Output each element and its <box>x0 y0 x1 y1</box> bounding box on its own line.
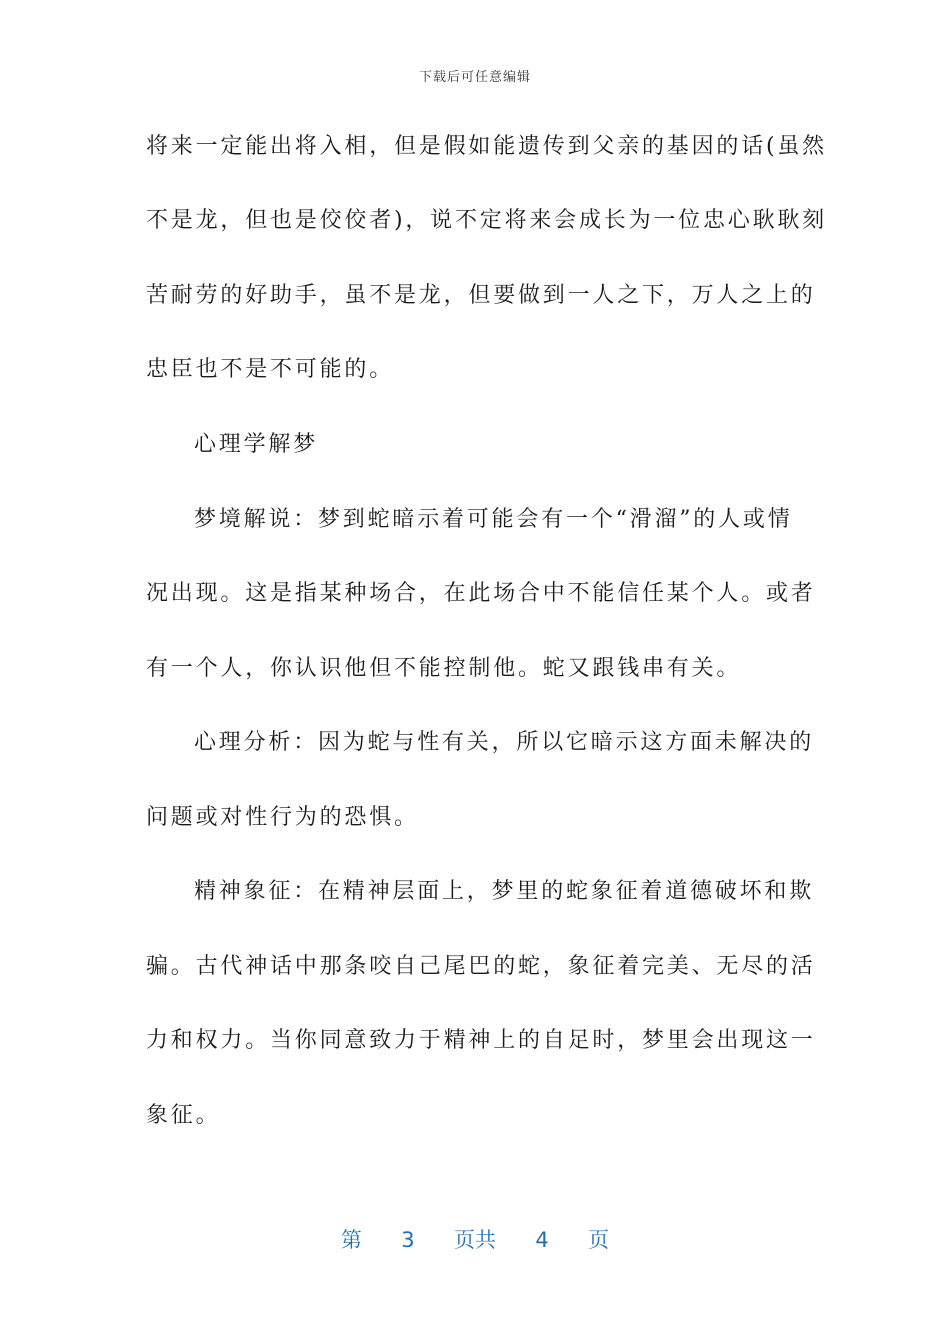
paragraph-line: 有一个人，你认识他但不能控制他。蛇又跟钱串有关。 <box>146 656 742 681</box>
footer-suffix: 页 <box>588 1228 610 1252</box>
page-header: 下载后可任意编辑 <box>418 70 531 85</box>
page-number-footer <box>0 1224 950 1254</box>
total-pages-number: 4 <box>535 1228 549 1252</box>
paragraph-line: 问题或对性行为的恐惧。 <box>146 805 419 830</box>
paragraph-line: 忠臣也不是不可能的。 <box>146 357 395 382</box>
paragraph-line: 不是龙，但也是佼佼者)，说不定将来会成长为一位忠心耿耿刻 <box>146 208 827 233</box>
paragraph-line: 骗。古代神话中那条咬自己尾巴的蛇，象征着完美、无尽的活 <box>146 954 816 979</box>
footer-middle: 页共 <box>454 1228 496 1252</box>
paragraph-line: 苦耐劳的好助手，虽不是龙，但要做到一人之下，万人之上的 <box>146 283 816 308</box>
footer-prefix: 第 <box>340 1228 362 1252</box>
paragraph-line: 梦境解说：梦到蛇暗示着可能会有一个“滑溜”的人或情 <box>194 507 793 532</box>
section-heading: 心理学解梦 <box>194 432 319 457</box>
current-page-number: 3 <box>401 1228 415 1252</box>
paragraph-line: 力和权力。当你同意致力于精神上的自足时，梦里会出现这一 <box>146 1028 816 1053</box>
paragraph-line: 况出现。这是指某种场合，在此场合中不能信任某个人。或者 <box>146 581 816 606</box>
paragraph-line: 精神象征：在精神层面上，梦里的蛇象征着道德破坏和欺 <box>194 879 815 904</box>
paragraph-line: 将来一定能出将入相，但是假如能遗传到父亲的基因的话(虽然 <box>146 134 827 159</box>
paragraph-line: 象征。 <box>146 1103 221 1128</box>
paragraph-line: 心理分析：因为蛇与性有关，所以它暗示这方面未解决的 <box>194 730 815 755</box>
